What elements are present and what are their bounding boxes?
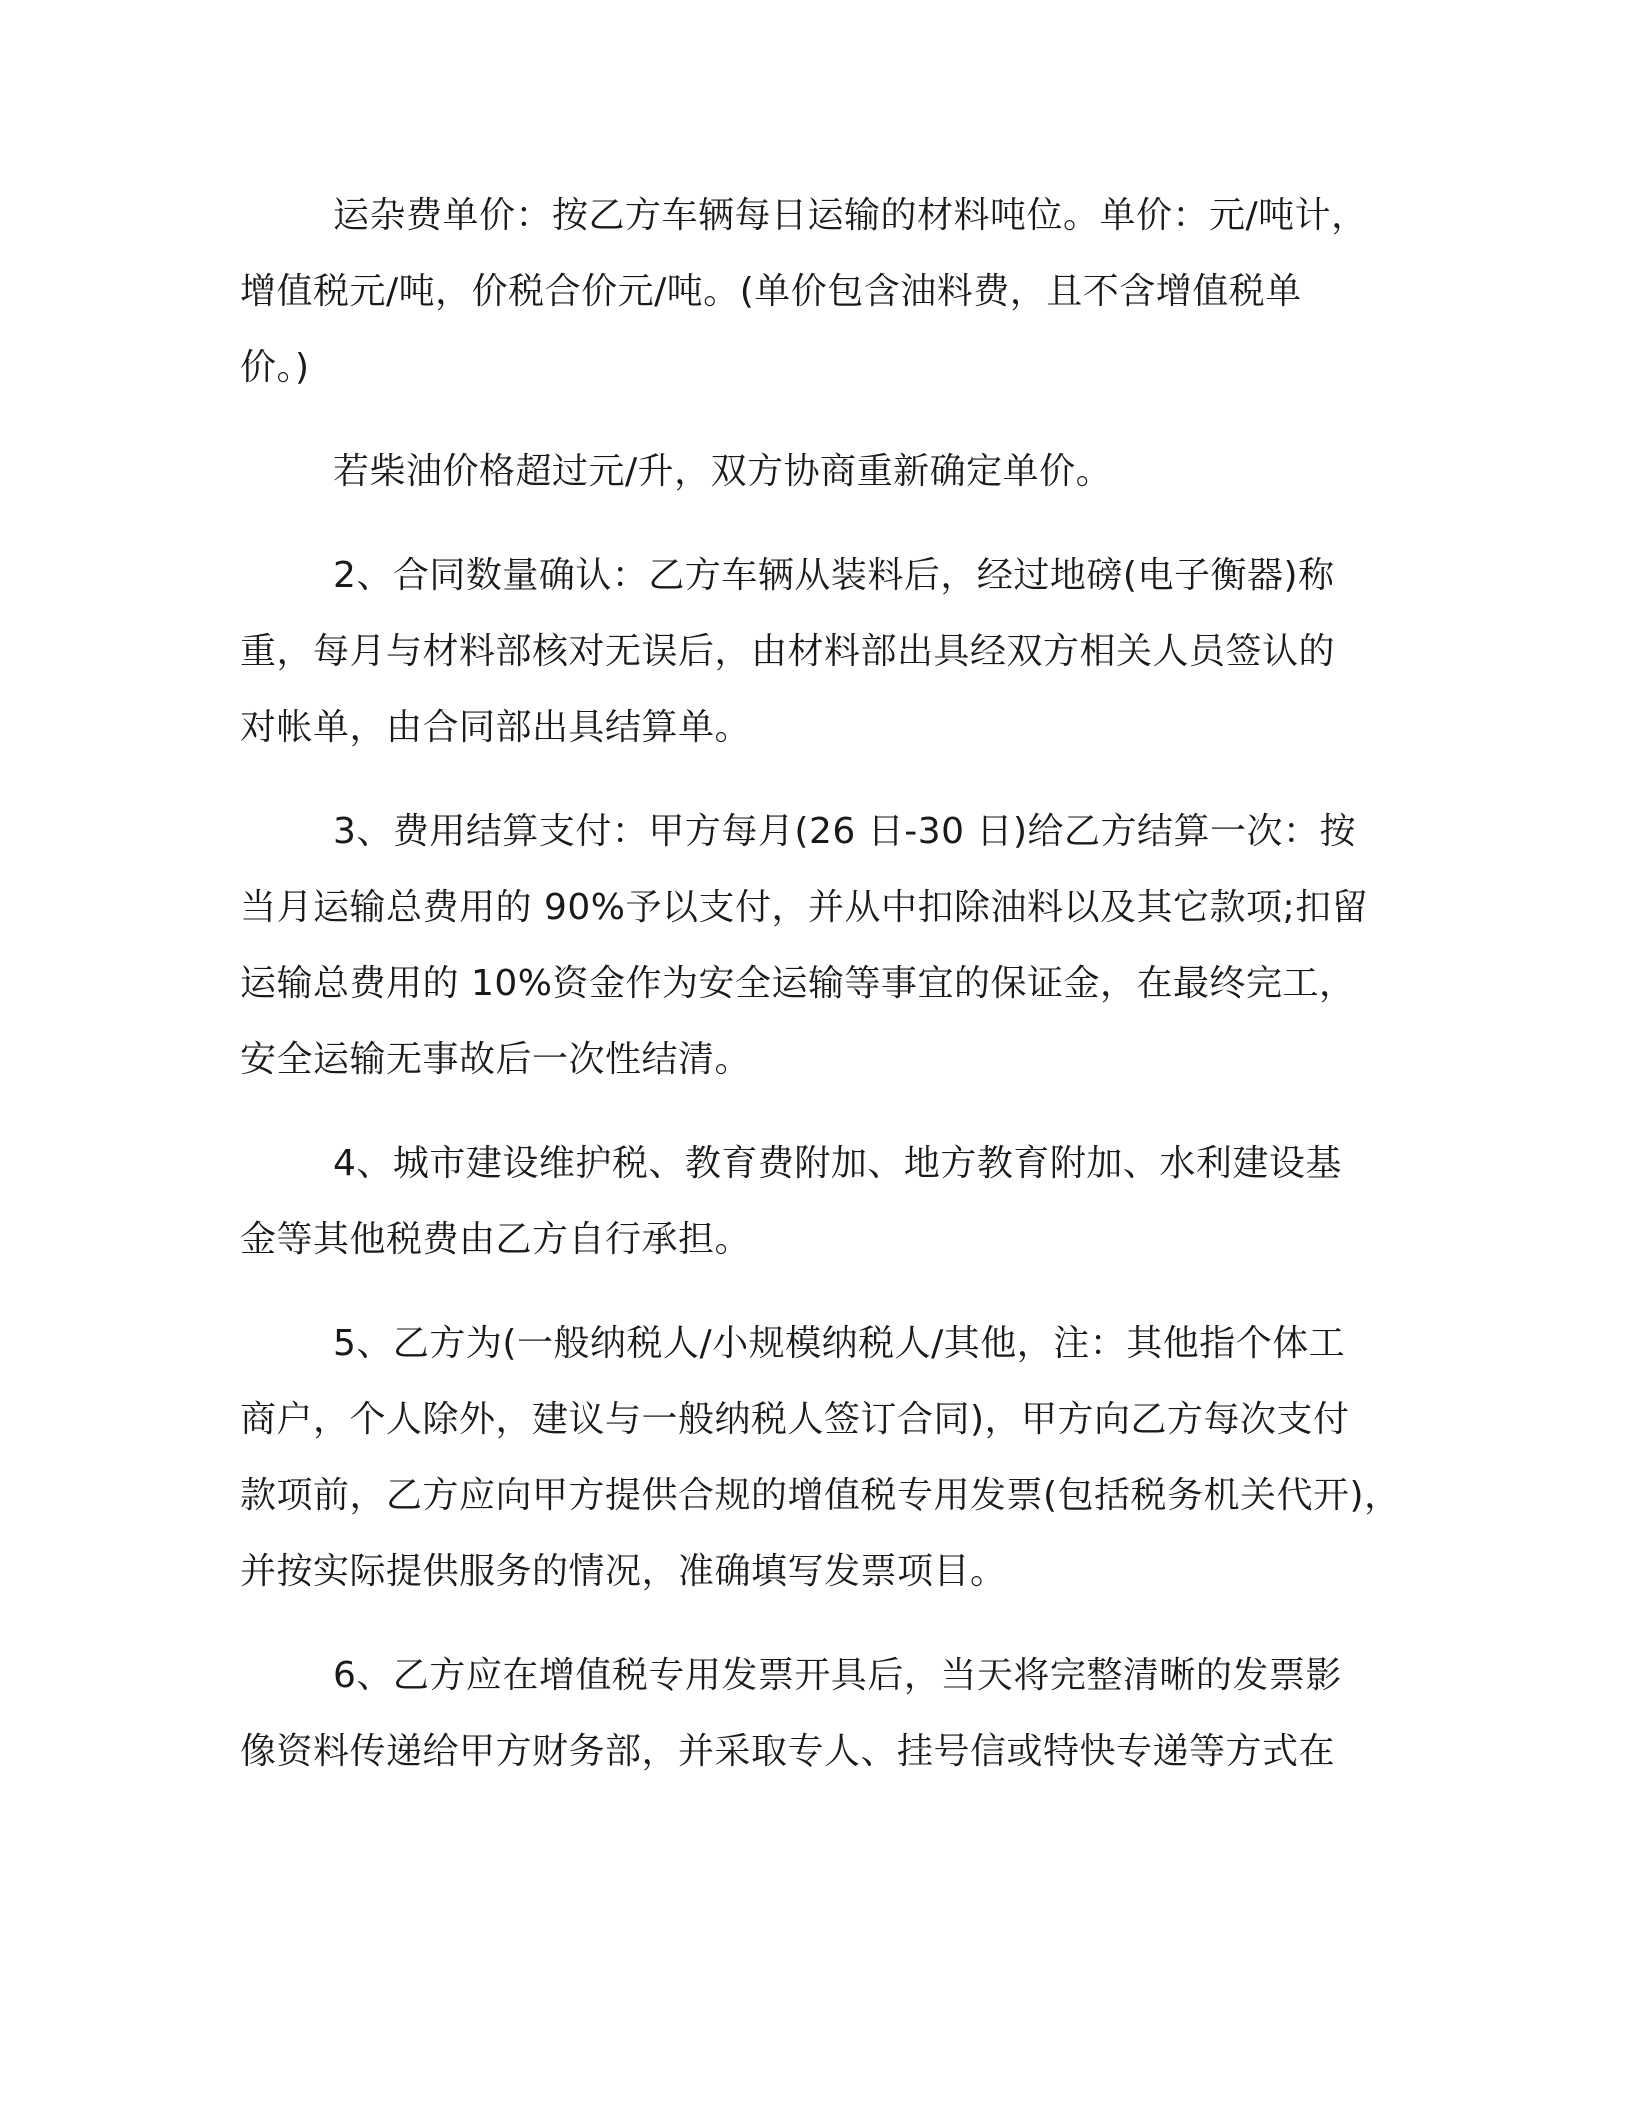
- text-line: 像资料传递给甲方财务部，并采取专人、挂号信或特快专递等方式在: [240, 1731, 1336, 1772]
- paragraph-unit-price: [240, 178, 1472, 406]
- text-line: 运杂费单价：按乙方车辆每日运输的材料吨位。单价：元/吨计，: [333, 195, 1368, 236]
- text-line: 若柴油价格超过元/升，双方协商重新确定单价。: [333, 451, 1113, 492]
- paragraph-clause-2: [240, 538, 1472, 766]
- text-line: 并按实际提供服务的情况，准确填写发票项目。: [240, 1551, 1007, 1592]
- paragraph-diesel-price: [240, 434, 1472, 510]
- text-line: 4、城市建设维护税、教育费附加、地方教育附加、水利建设基: [333, 1143, 1342, 1184]
- text-line: 商户，个人除外，建议与一般纳税人签订合同)，甲方向乙方每次支付: [240, 1399, 1350, 1440]
- text-line: 对帐单，由合同部出具结算单。: [240, 707, 752, 748]
- text-line: 2、合同数量确认：乙方车辆从装料后，经过地磅(电子衡器)称: [333, 555, 1335, 596]
- paragraph-clause-3: [240, 794, 1472, 1098]
- text-line: 5、乙方为(一般纳税人/小规模纳税人/其他，注：其他指个体工: [333, 1323, 1346, 1364]
- text-line: 3、费用结算支付：甲方每月(26 日-30 日)给乙方结算一次：按: [333, 811, 1356, 852]
- paragraph-clause-5: [240, 1306, 1472, 1610]
- text-line: 金等其他税费由乙方自行承担。: [240, 1219, 752, 1260]
- text-line: 重，每月与材料部核对无误后，由材料部出具经双方相关人员签认的: [240, 631, 1336, 672]
- text-line: 价。): [240, 347, 310, 388]
- text-line: 运输总费用的 10%资金作为安全运输等事宜的保证金，在最终完工，: [240, 963, 1356, 1004]
- paragraph-clause-6: [240, 1638, 1472, 1790]
- paragraph-clause-4: [240, 1126, 1472, 1278]
- text-line: 当月运输总费用的 90%予以支付，并从中扣除油料以及其它款项;扣留: [240, 887, 1369, 928]
- text-line: 安全运输无事故后一次性结清。: [240, 1039, 752, 1080]
- text-line: 6、乙方应在增值税专用发票开具后，当天将完整清晰的发票影: [333, 1655, 1342, 1696]
- text-line: 款项前，乙方应向甲方提供合规的增值税专用发票(包括税务机关代开)，: [240, 1475, 1401, 1516]
- text-line: 增值税元/吨，价税合价元/吨。(单价包含油料费，且不含增值税单: [240, 271, 1302, 312]
